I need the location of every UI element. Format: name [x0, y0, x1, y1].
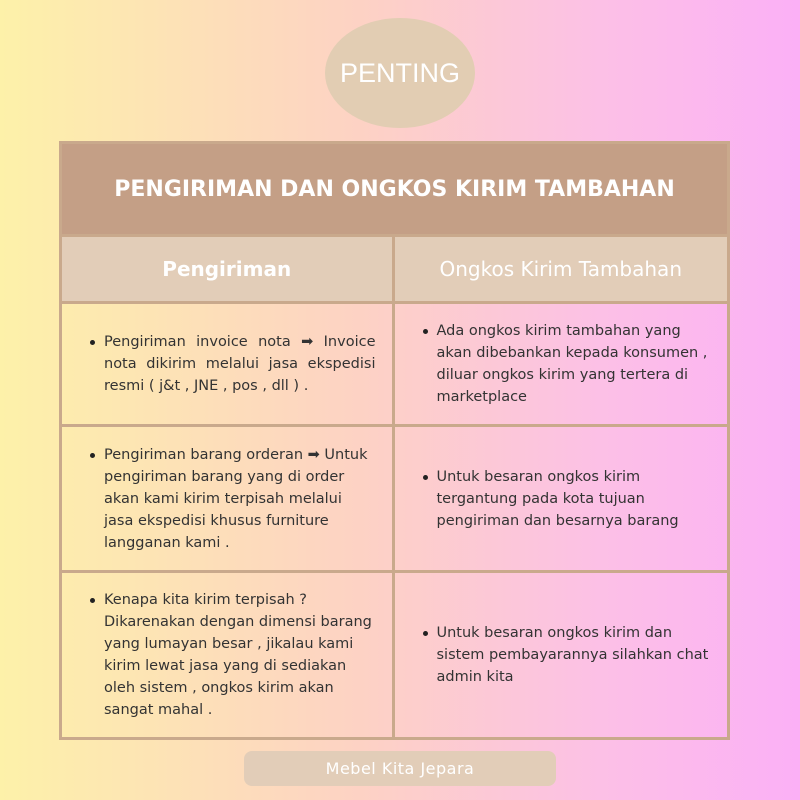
penting-badge — [325, 18, 475, 128]
badge-label: PENTING — [339, 57, 460, 88]
list-item: Ada ongkos kirim tambahan yang akan dibebankan kepada konsumen , diluar ongkos kirim yang tertera di marketplace — [421, 320, 712, 408]
list-item: Untuk besaran ongkos kirim tergantung pada kota tujuan pengiriman dan besarnya barang — [421, 466, 712, 532]
brand-name: Mebel Kita Jepara — [325, 759, 475, 778]
table-title: PENGIRIMAN DAN ONGKOS KIRIM TAMBAHAN — [62, 144, 727, 237]
list-item: Pengiriman invoice nota ➡ Invoice nota dikirim melalui jasa ekspedisi resmi ( j&t , JNE , pos , dll ) . — [88, 331, 376, 397]
list-item: Untuk besaran ongkos kirim dan sistem pembayarannya silahkan chat admin kita — [421, 622, 712, 688]
table-row — [62, 304, 727, 427]
header-row — [62, 237, 727, 304]
header-ongkos-kirim: Ongkos Kirim Tambahan — [439, 257, 682, 281]
list-item: Kenapa kita kirim terpisah ? Dikarenakan dengan dimensi barang yang lumayan besar , jikalau kami kirim lewat jasa yang di sediakan oleh sistem , ongkos kirim akan sangat mahal . — [88, 589, 376, 721]
table-row — [62, 427, 727, 573]
brand-footer — [244, 751, 556, 786]
list-item: Pengiriman barang orderan ➡ Untuk pengiriman barang yang di order akan kami kirim terpisah melalui jasa ekspedisi khusus furniture langganan kami . — [88, 444, 376, 554]
table-row — [62, 573, 727, 737]
header-pengiriman: Pengiriman — [62, 237, 395, 301]
info-table — [59, 141, 730, 740]
